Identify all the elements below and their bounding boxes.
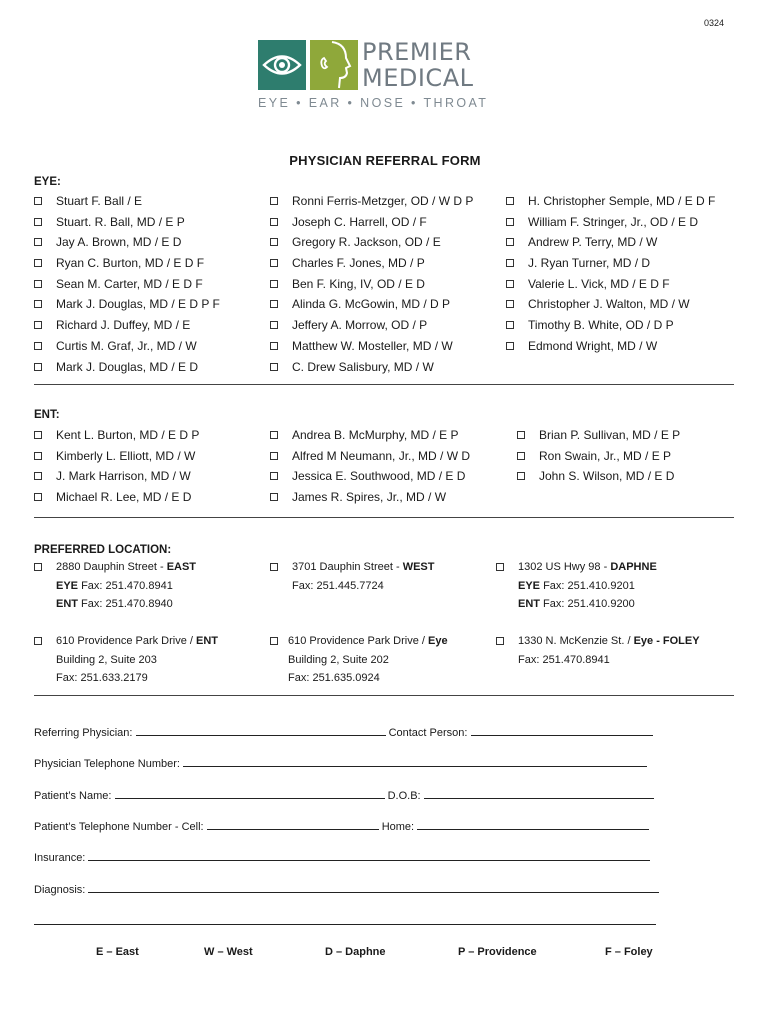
physician-name: Gregory R. Jackson, OD / E [292, 235, 441, 250]
location-address: 610 Providence Park Drive / [56, 635, 197, 647]
diagnosis-continuation-input[interactable] [34, 915, 656, 925]
location-providence-ent-checkbox[interactable] [34, 637, 42, 645]
physician-name: Kimberly L. Elliott, MD / W [56, 448, 196, 463]
face-profile-icon [310, 40, 358, 90]
physician-phone-input[interactable] [183, 757, 647, 767]
legend-east: E – East [96, 946, 139, 958]
legend-foley: F – Foley [605, 946, 653, 958]
physician-name: Stuart F. Ball / E [56, 194, 143, 208]
physician-checkbox[interactable] [270, 342, 278, 350]
physician-name: Stuart. R. Ball, MD / E P [56, 214, 185, 229]
location-fax: Fax: 251.633.2179 [56, 672, 148, 684]
physician-checkbox[interactable] [506, 342, 514, 350]
physician-checkbox[interactable] [506, 280, 514, 288]
physician-checkbox[interactable] [270, 280, 278, 288]
physician-name: Mark J. Douglas, MD / E D P F [56, 297, 220, 312]
physician-name: Matthew W. Mosteller, MD / W [292, 338, 453, 353]
physician-checkbox[interactable] [270, 197, 278, 205]
location-foley-checkbox[interactable] [496, 637, 504, 645]
physician-name: Ryan C. Burton, MD / E D F [56, 256, 205, 271]
physician-checkbox[interactable] [270, 431, 278, 439]
home-phone-input[interactable] [417, 820, 649, 830]
divider [34, 517, 734, 518]
form-code: 0324 [703, 18, 724, 28]
physician-checkbox[interactable] [517, 431, 525, 439]
ent-fax: Fax: 251.470.8940 [78, 598, 173, 610]
physician-checkbox[interactable] [270, 238, 278, 246]
location-fax: Fax: 251.445.7724 [292, 579, 384, 592]
physician-checkbox[interactable] [34, 300, 42, 308]
diagnosis-continuation-row [34, 915, 656, 928]
contact-person-label: Contact Person: [388, 727, 468, 739]
logo-word-medical: MEDICAL [362, 64, 474, 92]
location-suite: Building 2, Suite 202 [288, 653, 389, 666]
location-east-checkbox[interactable] [34, 563, 42, 571]
insurance-label: Insurance: [34, 852, 86, 864]
physician-name: J. Ryan Turner, MD / D [528, 256, 651, 271]
physician-checkbox[interactable] [34, 259, 42, 267]
physician-name: Andrea B. McMurphy, MD / E P [292, 428, 459, 442]
physician-checkbox[interactable] [270, 363, 278, 371]
location-name: Eye - FOLEY [633, 635, 700, 647]
physician-checkbox[interactable] [270, 218, 278, 226]
premier-medical-logo [258, 40, 498, 112]
diagnosis-row [34, 883, 659, 896]
physician-checkbox[interactable] [517, 452, 525, 460]
physician-name: Alfred M Neumann, Jr., MD / W D [292, 448, 471, 463]
location-address: 2880 Dauphin Street - [56, 561, 167, 573]
location-providence-eye-checkbox[interactable] [270, 637, 278, 645]
insurance-input[interactable] [88, 851, 650, 861]
divider [34, 695, 734, 696]
location-name: ENT [196, 635, 219, 647]
physician-name: Charles F. Jones, MD / P [292, 256, 425, 271]
patient-cell-label: Patient’s Telephone Number - Cell: [34, 821, 204, 833]
location-name: WEST [402, 561, 435, 573]
contact-person-input[interactable] [471, 726, 653, 736]
physician-checkbox[interactable] [270, 472, 278, 480]
eye-fax-label: EYE [518, 579, 541, 592]
physician-name: C. Drew Salisbury, MD / W [292, 359, 434, 374]
patient-phone-row [34, 820, 649, 833]
physician-name: Jay A. Brown, MD / E D [56, 235, 182, 250]
physician-name: Mark J. Douglas, MD / E D [56, 359, 199, 374]
location-daphne-checkbox[interactable] [496, 563, 504, 571]
physician-checkbox[interactable] [34, 452, 42, 460]
physician-name: H. Christopher Semple, MD / E D F [528, 194, 716, 208]
physician-checkbox[interactable] [506, 197, 514, 205]
legend-west: W – West [204, 946, 253, 958]
ent-fax: Fax: 251.410.9200 [540, 598, 635, 610]
location-fax: Fax: 251.635.0924 [288, 672, 380, 684]
logo-word-premier: PREMIER [362, 38, 472, 66]
physician-name: Ron Swain, Jr., MD / E P [539, 448, 672, 463]
eye-icon [258, 40, 306, 90]
location-address: 610 Providence Park Drive / [288, 635, 429, 647]
patient-name-label: Patient’s Name: [34, 790, 112, 802]
physician-checkbox[interactable] [34, 493, 42, 501]
legend-daphne: D – Daphne [325, 946, 386, 958]
physician-name: Edmond Wright, MD / W [528, 338, 658, 353]
location-name: Eye [428, 635, 448, 647]
physician-checkbox[interactable] [506, 259, 514, 267]
physician-name: Michael R. Lee, MD / E D [56, 490, 192, 505]
dob-input[interactable] [424, 789, 654, 799]
physician-checkbox[interactable] [34, 238, 42, 246]
physician-checkbox[interactable] [270, 300, 278, 308]
diagnosis-label: Diagnosis: [34, 884, 86, 896]
eye-fax: Fax: 251.470.8941 [78, 579, 173, 592]
eye-fax: Fax: 251.410.9201 [540, 579, 635, 592]
physician-phone-label: Physician Telephone Number: [34, 758, 180, 770]
legend-providence: P – Providence [458, 946, 537, 958]
physician-name: Joseph C. Harrell, OD / F [292, 214, 427, 229]
physician-checkbox[interactable] [506, 321, 514, 329]
location-address: 1330 N. McKenzie St. / [518, 635, 634, 647]
diagnosis-input[interactable] [88, 883, 659, 893]
home-phone-label: Home: [381, 821, 415, 833]
physician-checkbox[interactable] [34, 472, 42, 480]
location-name: DAPHNE [610, 561, 657, 573]
ent-fax-label: ENT [518, 598, 540, 610]
ent-section-label: ENT: [34, 409, 60, 421]
physician-name: John S. Wilson, MD / E D [539, 469, 675, 484]
physician-name: Ronni Ferris-Metzger, OD / W D P [292, 194, 474, 208]
physician-checkbox[interactable] [270, 321, 278, 329]
physician-name: Kent L. Burton, MD / E D P [56, 428, 200, 442]
patient-name-input[interactable] [115, 789, 385, 799]
physician-checkbox[interactable] [506, 238, 514, 246]
location-address: 3701 Dauphin Street - [292, 561, 403, 573]
physician-checkbox[interactable] [517, 472, 525, 480]
dob-label: D.O.B: [387, 790, 421, 802]
physician-name: Richard J. Duffey, MD / E [56, 318, 191, 333]
referring-physician-row [34, 726, 653, 739]
form-title: PHYSICIAN REFERRAL FORM [289, 153, 481, 168]
location-address: 1302 US Hwy 98 - [518, 561, 611, 573]
referring-physician-label: Referring Physician: [34, 727, 133, 739]
physician-checkbox[interactable] [506, 218, 514, 226]
physician-name: Jeffery A. Morrow, OD / P [292, 318, 428, 333]
physician-checkbox[interactable] [34, 321, 42, 329]
physician-checkbox[interactable] [34, 197, 42, 205]
patient-name-row [34, 789, 654, 802]
physician-name: Ben F. King, IV, OD / E D [292, 276, 425, 291]
physician-checkbox[interactable] [270, 493, 278, 501]
location-name: EAST [166, 561, 197, 573]
eye-section-label: EYE: [34, 176, 61, 188]
physician-name: Alinda G. McGowin, MD / D P [292, 297, 451, 312]
physician-name: Christopher J. Walton, MD / W [528, 297, 690, 312]
location-suite: Building 2, Suite 203 [56, 653, 157, 666]
physician-checkbox[interactable] [270, 259, 278, 267]
physician-name: Curtis M. Graf, Jr., MD / W [56, 338, 197, 353]
physician-name: J. Mark Harrison, MD / W [56, 469, 191, 484]
physician-checkbox[interactable] [34, 280, 42, 288]
physician-checkbox[interactable] [34, 363, 42, 371]
referring-physician-input[interactable] [136, 726, 386, 736]
physician-checkbox[interactable] [34, 431, 42, 439]
physician-name: Jessica E. Southwood, MD / E D [292, 469, 466, 484]
physician-name: James R. Spires, Jr., MD / W [292, 490, 447, 505]
preferred-location-label: PREFERRED LOCATION: [34, 544, 172, 556]
eye-fax-label: EYE [56, 579, 79, 592]
ent-fax-label: ENT [56, 598, 78, 610]
physician-checkbox[interactable] [506, 300, 514, 308]
physician-phone-row [34, 757, 647, 770]
physician-checkbox[interactable] [34, 218, 42, 226]
physician-name: Andrew P. Terry, MD / W [528, 235, 658, 250]
insurance-row [34, 851, 650, 864]
location-fax: Fax: 251.470.8941 [518, 653, 610, 666]
physician-name: Brian P. Sullivan, MD / E P [539, 428, 681, 442]
patient-cell-input[interactable] [207, 820, 379, 830]
divider [34, 384, 734, 385]
logo-tagline: EYE • EAR • NOSE • THROAT [258, 96, 489, 110]
physician-name: William F. Stringer, Jr., OD / E D [528, 214, 699, 229]
physician-name: Timothy B. White, OD / D P [528, 318, 674, 333]
physician-checkbox[interactable] [270, 452, 278, 460]
location-west-checkbox[interactable] [270, 563, 278, 571]
physician-checkbox[interactable] [34, 342, 42, 350]
physician-name: Sean M. Carter, MD / E D F [56, 276, 203, 291]
physician-name: Valerie L. Vick, MD / E D F [528, 276, 670, 291]
